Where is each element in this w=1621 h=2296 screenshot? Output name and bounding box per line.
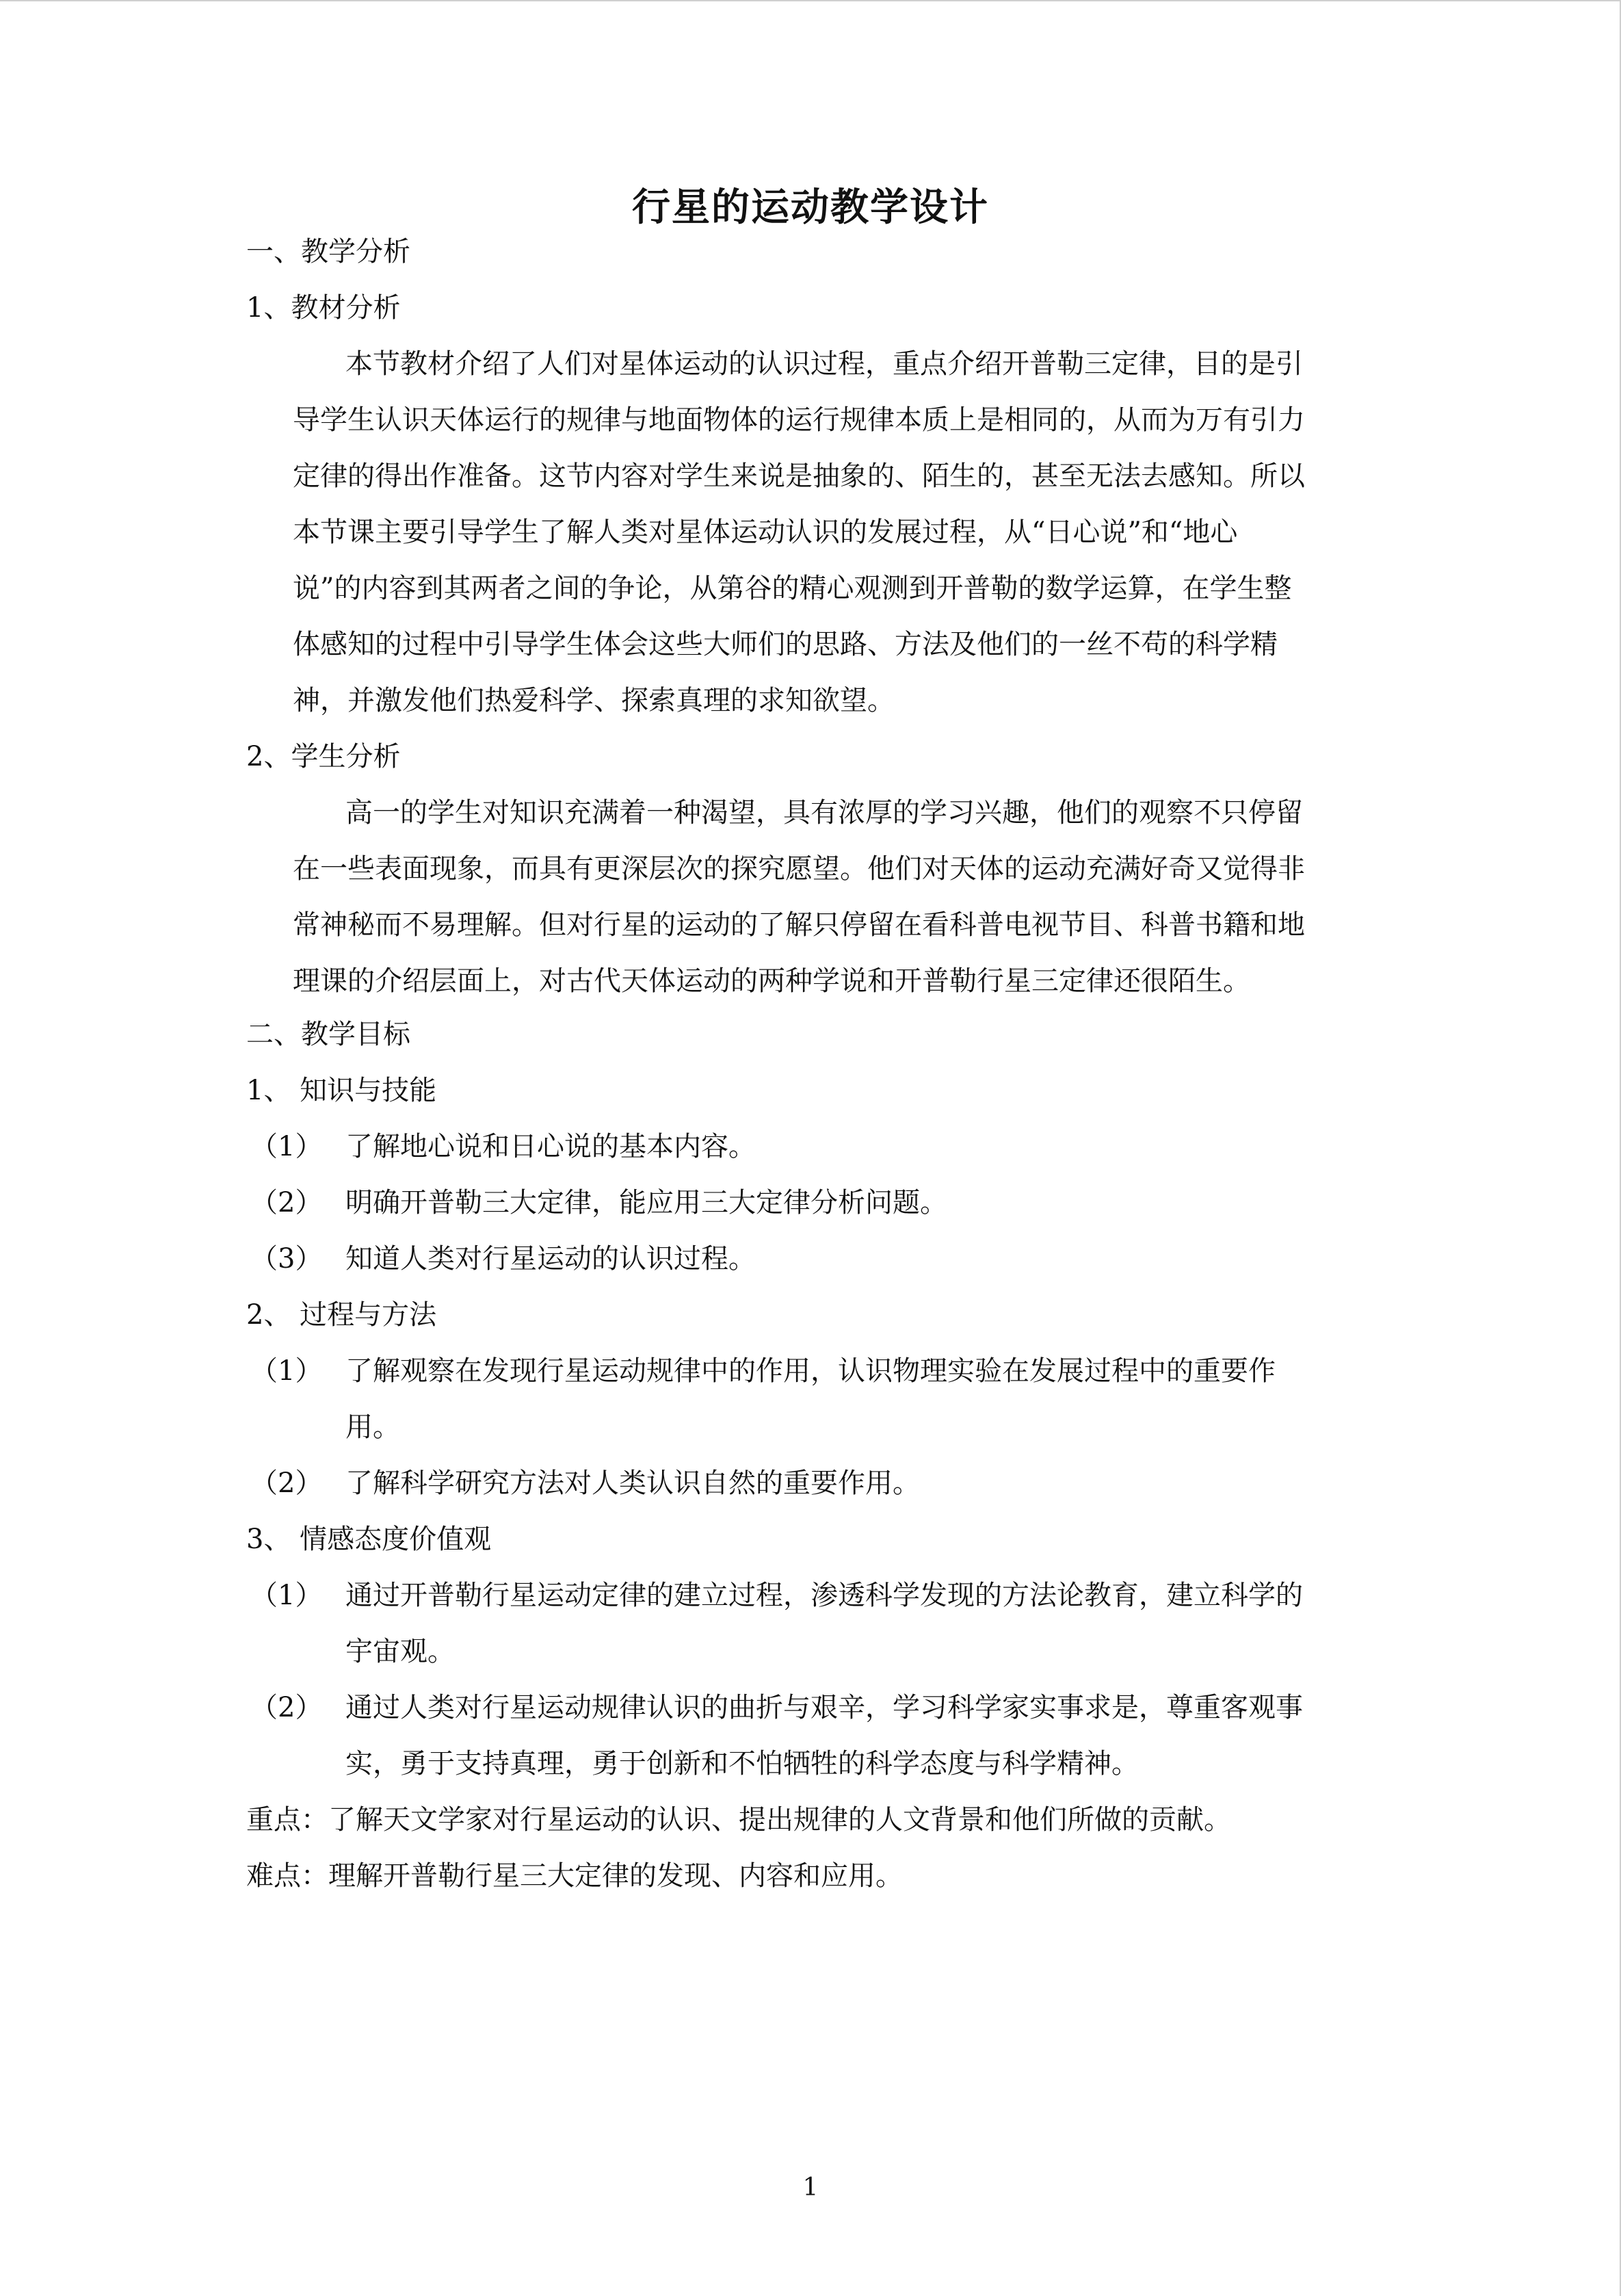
- list-item-number: （3）: [250, 1243, 323, 1275]
- list-item-number: （1）: [250, 1131, 323, 1162]
- paragraph-line: 说”的内容到其两者之间的争论，从第谷的精心观测到开普勒的数学运算，在学生整: [293, 573, 1292, 604]
- list-item-text: 明确开普勒三大定律，能应用三大定律分析问题。: [345, 1187, 947, 1218]
- subsection-heading-knowledge-skills: 1、 知识与技能: [246, 1075, 437, 1106]
- list-item-number: （2）: [250, 1187, 323, 1218]
- subsection-heading-attitudes-values: 3、 情感态度价值观: [246, 1524, 492, 1555]
- list-item-continuation: 实，勇于支持真理，勇于创新和不怕牺牲的科学态度与科学精神。: [345, 1748, 1139, 1779]
- list-item-continuation: 宇宙观。: [345, 1636, 455, 1667]
- list-item-number: （2）: [250, 1467, 323, 1499]
- difficult-point: 难点：理解开普勒行星三大定律的发现、内容和应用。: [246, 1860, 903, 1892]
- list-item-text: 了解观察在发现行星运动规律中的作用，认识物理实验在发展过程中的重要作: [345, 1355, 1276, 1387]
- list-item-text: 了解科学研究方法对人类认识自然的重要作用。: [345, 1467, 920, 1499]
- paragraph-line: 本节课主要引导学生了解人类对星体运动认识的发展过程，从“日心说”和“地心: [293, 517, 1238, 548]
- paragraph-line: 理课的介绍层面上，对古代天体运动的两种学说和开普勒行星三定律还很陌生。: [293, 965, 1250, 997]
- paragraph-line: 在一些表面现象，而具有更深层次的探究愿望。他们对天体的运动充满好奇又觉得非: [293, 853, 1305, 885]
- document-title: 行星的运动教学设计: [632, 185, 989, 230]
- list-item-text: 了解地心说和日心说的基本内容。: [345, 1131, 756, 1162]
- paragraph-line: 导学生认识天体运行的规律与地面物体的运行规律本质上是相同的，从而为万有引力: [293, 404, 1305, 436]
- subsection-heading-textbook-analysis: 1、教材分析: [246, 292, 401, 324]
- paragraph-line: 体感知的过程中引导学生体会这些大师们的思路、方法及他们的一丝不苟的科学精: [293, 629, 1278, 660]
- paragraph-line: 定律的得出作准备。这节内容对学生来说是抽象的、陌生的，甚至无法去感知。所以: [293, 460, 1305, 492]
- subsection-heading-process-methods: 2、 过程与方法: [246, 1299, 437, 1331]
- paragraph-line: 高一的学生对知识充满着一种渴望，具有浓厚的学习兴趣，他们的观察不只停留: [345, 797, 1303, 829]
- subsection-heading-student-analysis: 2、学生分析: [246, 741, 401, 772]
- list-item-number: （1）: [250, 1580, 323, 1611]
- paragraph-line: 神，并激发他们热爱科学、探索真理的求知欲望。: [293, 685, 895, 716]
- paragraph-line: 本节教材介绍了人们对星体运动的认识过程，重点介绍开普勒三定律，目的是引: [345, 348, 1303, 380]
- list-item-text: 通过开普勒行星运动定律的建立过程，渗透科学发现的方法论教育，建立科学的: [345, 1580, 1303, 1611]
- section-heading-teaching-goals: 二、教学目标: [246, 1019, 410, 1050]
- paragraph-line: 常神秘而不易理解。但对行星的运动的了解只停留在看科普电视节目、科普书籍和地: [293, 909, 1305, 941]
- page-number: 1: [802, 2174, 819, 2202]
- list-item-number: （1）: [250, 1355, 323, 1387]
- section-heading-teaching-analysis: 一、教学分析: [246, 236, 410, 268]
- list-item-text: 通过人类对行星运动规律认识的曲折与艰辛，学习科学家实事求是，尊重客观事: [345, 1692, 1303, 1723]
- list-item-continuation: 用。: [345, 1411, 400, 1443]
- list-item-number: （2）: [250, 1692, 323, 1723]
- key-point: 重点：了解天文学家对行星运动的认识、提出规律的人文背景和他们所做的贡献。: [246, 1804, 1231, 1836]
- list-item-text: 知道人类对行星运动的认识过程。: [345, 1243, 756, 1275]
